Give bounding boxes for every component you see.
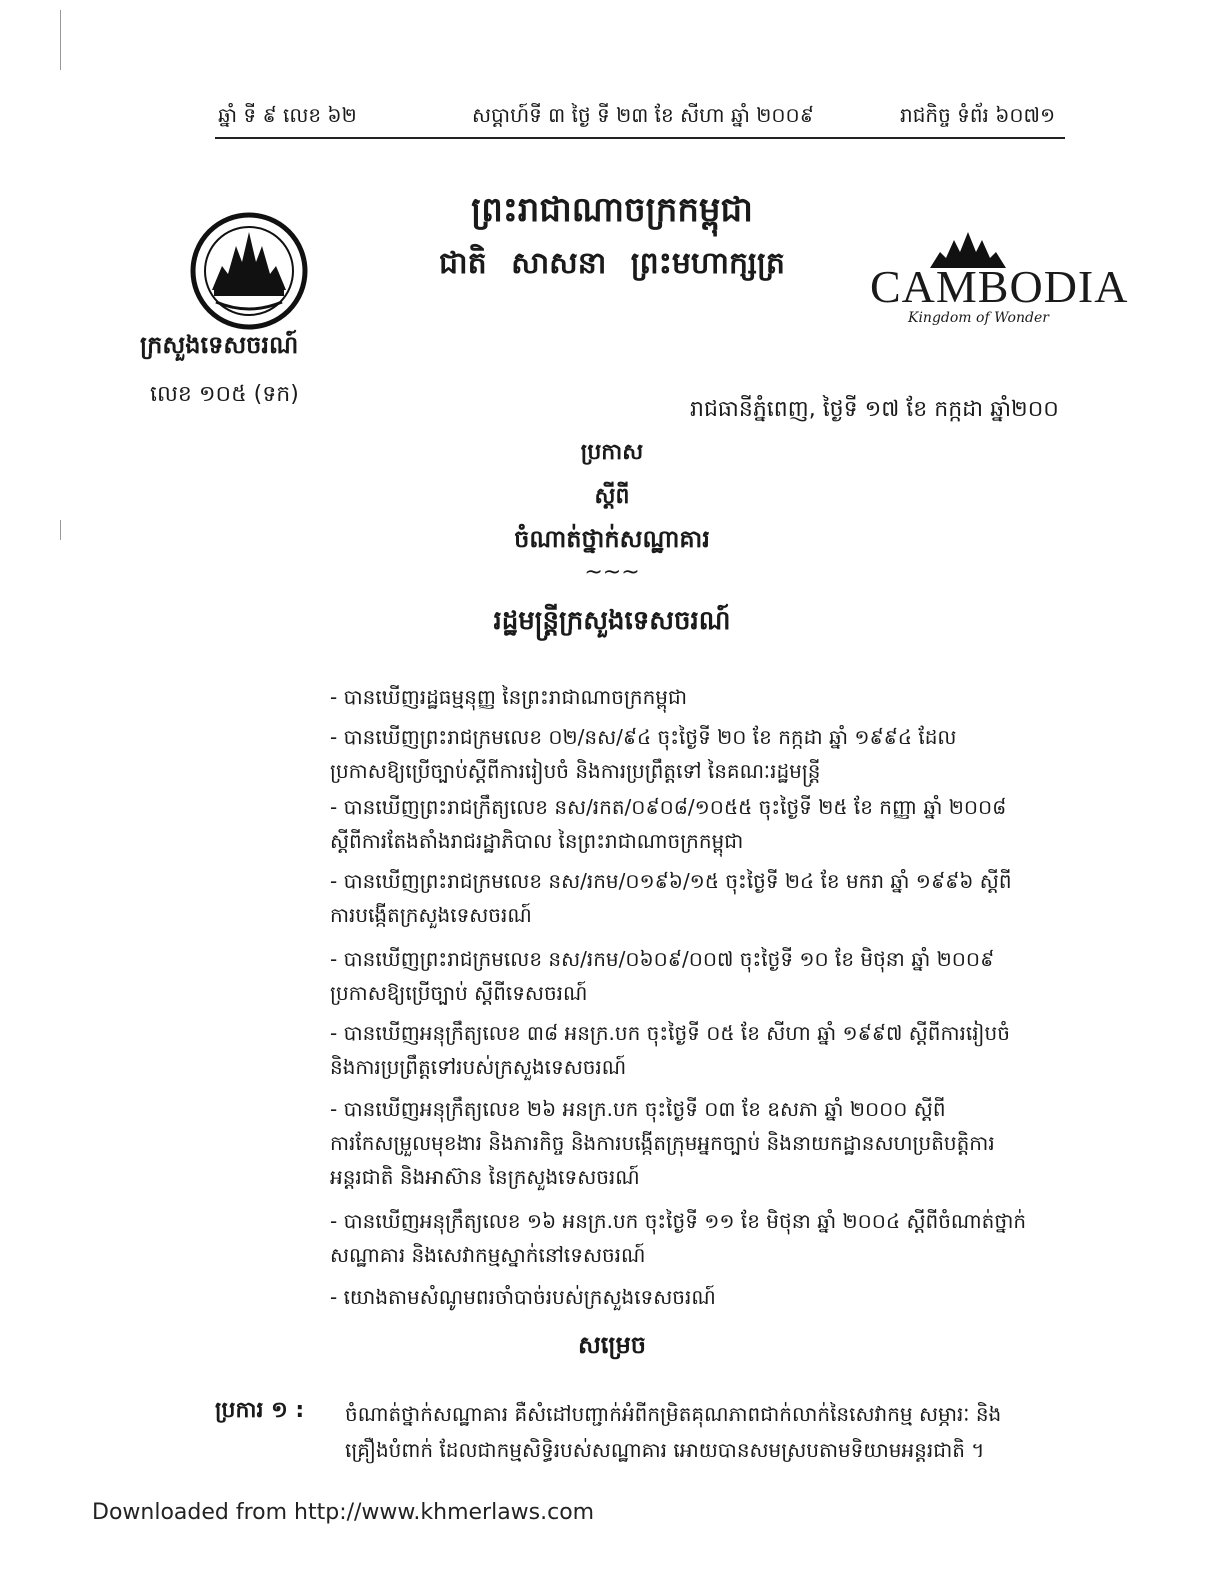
national-motto: ជាតិ សាសនា ព្រះមហាក្សត្រ [439, 246, 785, 281]
kingdom-heading: ព្រះរាជាណាចក្រកម្ពុជា [471, 190, 753, 230]
document-subject: ចំណាត់ថ្នាក់សណ្ឋាគារ [514, 525, 710, 553]
gazette-week-date: សប្តាហ៍ទី ៣ ថ្ងៃ ទី ២៣ ខែ សីហា ឆ្នាំ ២០០៩ [472, 103, 814, 127]
preamble-clause: - បានឃើញព្រះរាជក្រមលេខ នស/រកម/០៦០៩/០០៧ ចុះថ្ងៃទី ១០ ខែ មិថុនា ឆ្នាំ ២០០៩ ប្រកាសឱ្យប្រើច្បាប់ ស្តីពីទេសចរណ៍ [330, 947, 995, 1005]
place-and-date: រាជធានីភ្នំពេញ, ថ្ងៃទី ១៧ ខែ កក្កដា ឆ្នាំ២០០ [690, 397, 1059, 422]
reference-number: លេខ ១០៥ (ទក) [150, 382, 299, 407]
article-1-label: ប្រការ ១ : [215, 1398, 305, 1423]
decides-heading: សម្រេច [577, 1331, 647, 1359]
preamble-clause: - បានឃើញព្រះរាជក្រឹត្យលេខ នស/រកត/០៩០៨/១០៥៥ ចុះថ្ងៃទី ២៥ ខែ កញ្ញា ឆ្នាំ ២០០៨ ស្តីពីការតែងតាំងរាជរដ្ឋាភិបាល នៃព្រះរាជាណាចក្រកម្ពុជា [330, 795, 1007, 853]
gazette-page-number: រាជកិច្ច ទំព័រ ៦០៧១ [900, 103, 1056, 127]
article-1-text: ចំណាត់ថ្នាក់សណ្ឋាគារ គឺសំដៅបញ្ជាក់អំពីកម្រិតគុណភាពជាក់លាក់នៃសេវាកម្ម សម្ភារៈ និងគ្រឿងបំពាក់ ដែលជាកម្មសិទ្ធិរបស់សណ្ឋាគារ អោយបានសមស្របតាមទិយាមអន្តរជាតិ ។ [345, 1402, 1002, 1462]
concerning-label: ស្តីពី [594, 484, 630, 509]
preamble-clause: - បានឃើញអនុក្រឹត្យលេខ ២៦ អនក្រ.បក ចុះថ្ងៃទី ០៣ ខែ ឧសភា ឆ្នាំ ២០០០ ស្តីពីការកែសម្រួលមុខងារ និងភារកិច្ច និងការបង្កើតក្រុមអ្នកច្បាប់ និងនាយកដ្ឋានសហប្រតិបត្តិការអន្តរជាតិ និងអាស៊ាន នៃក្រសួងទេសចរណ៍ [330, 1097, 995, 1189]
issuing-ministry: ក្រសួងទេសចរណ៍ [140, 331, 299, 359]
gazette-year-issue: ឆ្នាំ ទី ៩ លេខ ៦២ [218, 103, 357, 127]
logo-tagline: Kingdom of Wonder [908, 310, 1049, 326]
preamble-clause: - យោងតាមសំណូមពរចាំបាច់របស់ក្រសួងទេសចរណ៍ [330, 1285, 716, 1309]
scan-margin-mark [60, 10, 61, 70]
preamble-clause: - បានឃើញអនុក្រឹត្យលេខ ១៦ អនក្រ.បក ចុះថ្ងៃទី ១១ ខែ មិថុនា ឆ្នាំ ២០០៤ ស្តីពីចំណាត់ថ្នាក់សណ្ឋាគារ និងសេវាកម្មស្នាក់នៅទេសចរណ៍ [330, 1209, 1027, 1267]
logo-wordmark: CAMBODIA [870, 261, 1129, 312]
title-separator: ~~~ [584, 560, 640, 585]
download-source-footer: Downloaded from http://www.khmerlaws.com [92, 1500, 595, 1525]
preamble-clause: - បានឃើញព្រះរាជក្រមលេខ ០២/នស/៩៤ ចុះថ្ងៃទី ២០ ខែ កក្កដា ឆ្នាំ ១៩៩៤ ដែលប្រកាសឱ្យប្រើច្បាប់ស្តីពីការរៀបចំ និងការប្រព្រឹត្តទៅ នៃគណៈរដ្ឋមន្ត្រី [330, 725, 957, 783]
preamble-clause: - បានឃើញរដ្ឋធម្មនុញ្ញ នៃព្រះរាជាណាចក្រកម្ពុជា [330, 685, 688, 709]
preamble-clause: - បានឃើញព្រះរាជក្រមលេខ នស/រកម/០១៩៦/១៥ ចុះថ្ងៃទី ២៤ ខែ មករា ឆ្នាំ ១៩៩៦ ស្តីពីការបង្កើតក្រសួងទេសចរណ៍ [330, 869, 1012, 927]
preamble-clause: - បានឃើញអនុក្រឹត្យលេខ ៣៨ អនក្រ.បក ចុះថ្ងៃទី ០៥ ខែ សីហា ឆ្នាំ ១៩៩៧ ស្តីពីការរៀបចំ និងការប្រព្រឹត្តទៅរបស់ក្រសួងទេសចរណ៍ [330, 1021, 1010, 1079]
issuing-authority: រដ្ឋមន្ត្រីក្រសួងទេសចរណ៍ [493, 606, 731, 636]
header-rule [215, 137, 1065, 139]
document-type-title: ប្រកាស [580, 440, 644, 465]
